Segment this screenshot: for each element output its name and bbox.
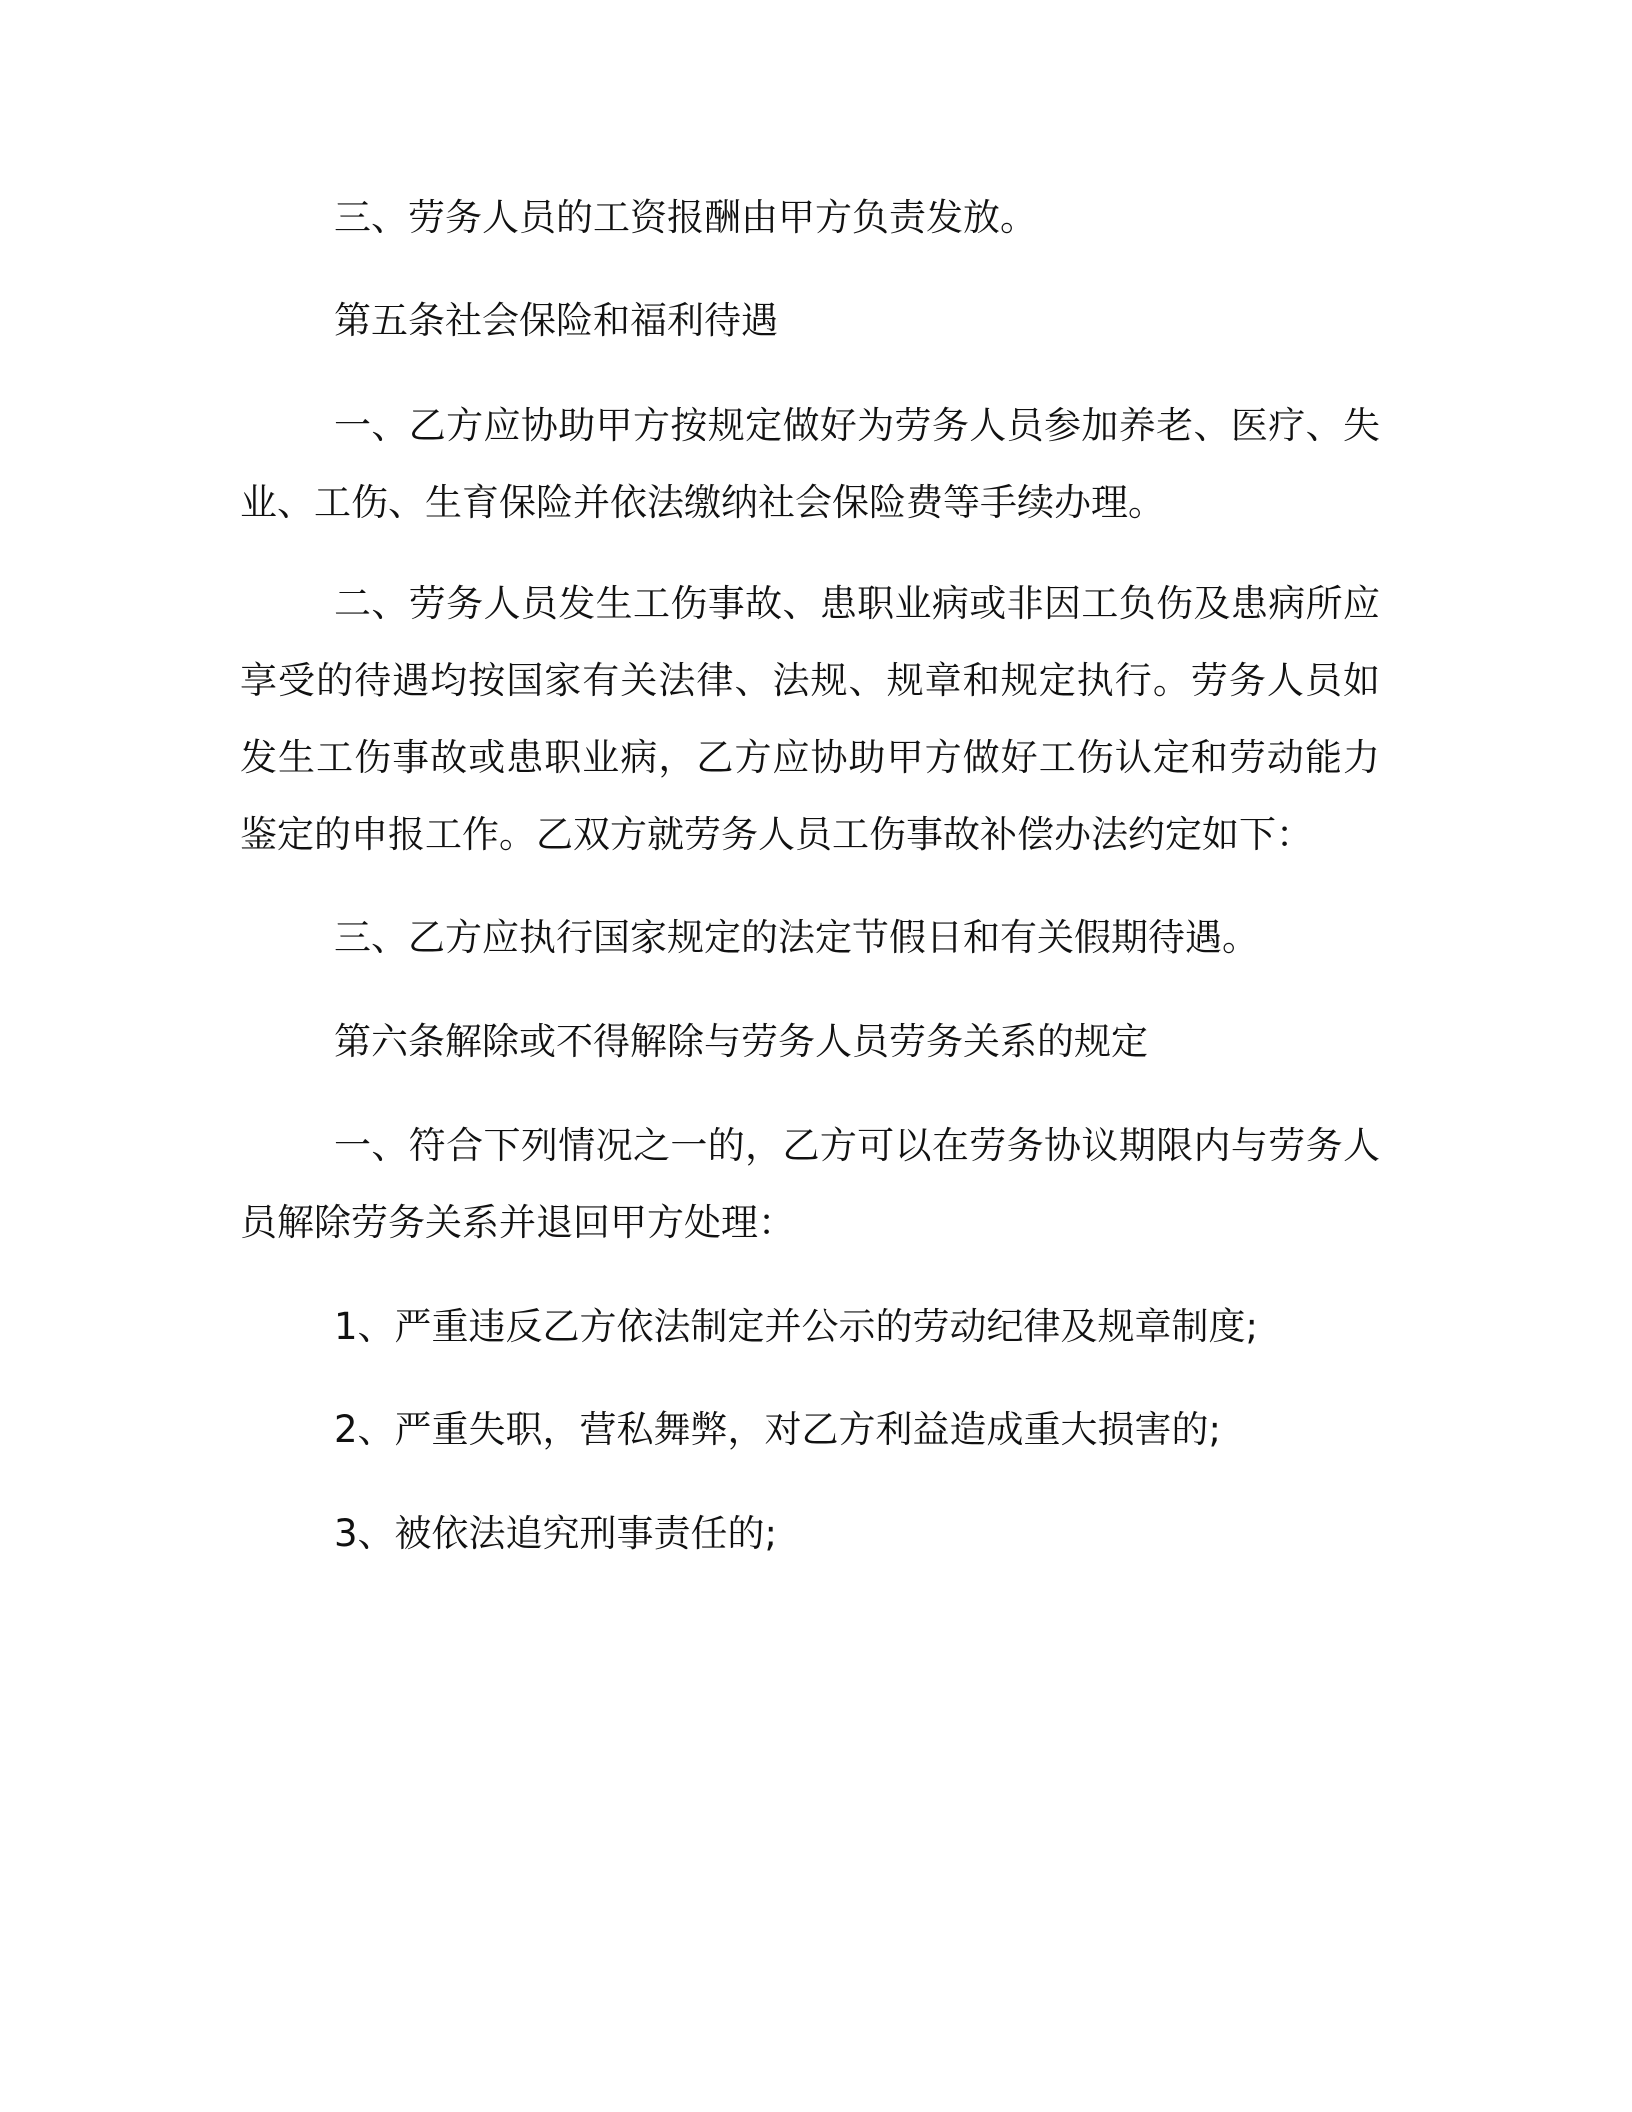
list-item-2: 2、严重失职，营私舞弊，对乙方利益造成重大损害的; — [334, 1408, 1222, 1451]
list-item-1: 1、严重违反乙方依法制定并公示的劳动纪律及规章制度; — [334, 1305, 1259, 1348]
paragraph-work-injury: 二、劳务人员发生工伤事故、患职业病或非因工负伤及患病所应享受的待遇均按国家有关法律、法规、规章和规定执行。劳务人员如发生工伤事故或患职业病，乙方应协助甲方做好工伤认定和劳动能力鉴定的申报工作。乙双方就劳务人员工伤事故补偿办法约定如下： — [240, 582, 1380, 856]
heading-article-5: 第五条社会保险和福利待遇 — [334, 299, 778, 342]
list-item-3: 3、被依法追究刑事责任的; — [334, 1512, 778, 1555]
paragraph-wage-payment: 三、劳务人员的工资报酬由甲方负责发放。 — [334, 196, 1037, 239]
heading-article-6: 第六条解除或不得解除与劳务人员劳务关系的规定 — [334, 1020, 1148, 1063]
paragraph-holidays: 三、乙方应执行国家规定的法定节假日和有关假期待遇。 — [334, 916, 1259, 959]
paragraph-termination-conditions: 一、符合下列情况之一的，乙方可以在劳务协议期限内与劳务人员解除劳务关系并退回甲方处理： — [240, 1124, 1380, 1244]
paragraph-social-insurance: 一、乙方应协助甲方按规定做好为劳务人员参加养老、医疗、失业、工伤、生育保险并依法缴纳社会保险费等手续办理。 — [240, 404, 1380, 524]
